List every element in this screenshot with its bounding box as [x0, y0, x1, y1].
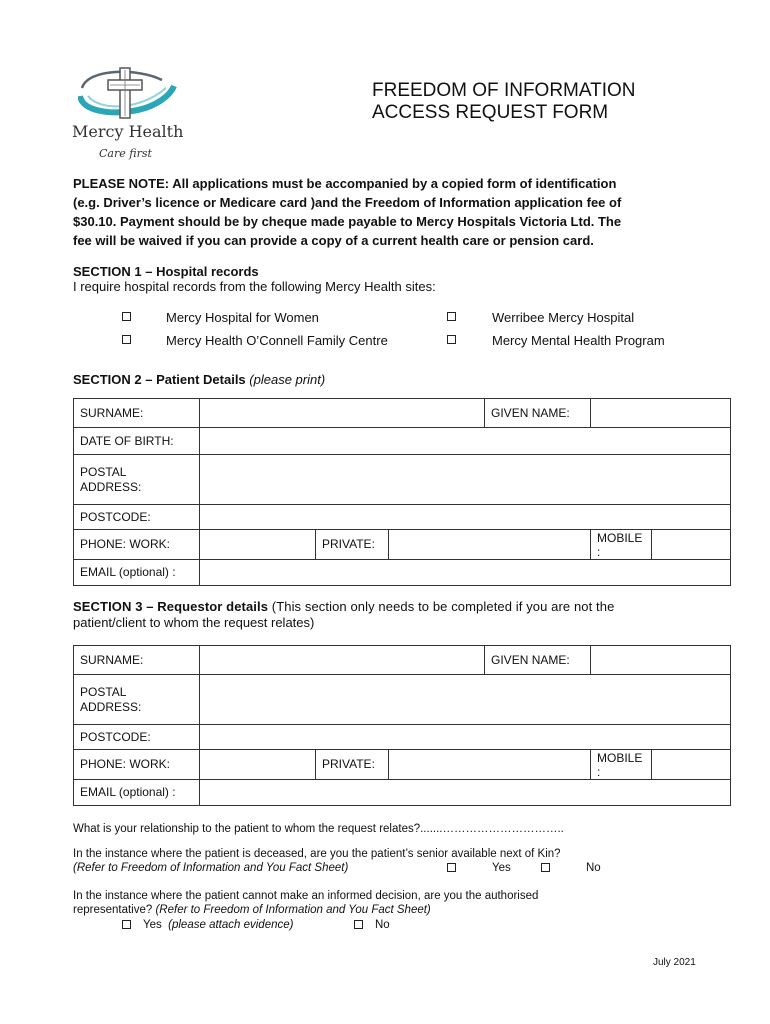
patient-postcode-field[interactable] — [200, 505, 731, 530]
patient-postcode-label: POSTCODE: — [74, 505, 200, 530]
mercy-health-logo — [72, 66, 182, 166]
site-checkbox-mercy-mental-health-program[interactable] — [447, 335, 456, 344]
requestor-given-name-field[interactable] — [591, 646, 731, 675]
form-title-line2: ACCESS REQUEST FORM — [372, 102, 609, 123]
note-line: PLEASE NOTE: All applications must be accompanied by a copied form of identification — [73, 176, 617, 191]
site-label: Mercy Hospital for Women — [166, 310, 319, 325]
requestor-email-label: EMAIL (optional) : — [74, 780, 200, 806]
deceased-no-checkbox[interactable] — [541, 863, 550, 872]
patient-surname-field[interactable] — [200, 399, 485, 428]
informed-decision-question: In the instance where the patient cannot make an informed decision, are you the authorised — [73, 890, 539, 902]
mobile-label-line: MOBILE — [597, 531, 643, 545]
patient-email-label: EMAIL (optional) : — [74, 560, 200, 586]
logo-tagline: Care first — [99, 147, 152, 160]
section3-heading-rest: (This section only needs to be completed if you are not the — [268, 599, 615, 614]
requestor-mobile-label — [591, 750, 652, 780]
patient-postal-address-field[interactable] — [200, 455, 731, 505]
informed-yes-label — [143, 918, 293, 932]
site-label: Mercy Mental Health Program — [492, 333, 665, 348]
informed-no-label: No — [375, 919, 390, 931]
requestor-private-field[interactable] — [389, 750, 591, 780]
informed-line2-italic: (Refer to Freedom of Information and You Fact Sheet) — [155, 904, 431, 916]
patient-phone-work-label: PHONE: WORK: — [74, 530, 200, 560]
site-checkbox-werribee-mercy-hospital[interactable] — [447, 312, 456, 321]
section3-heading-rest: patient/client to whom the request relates) — [73, 615, 315, 630]
requestor-private-label: PRIVATE: — [316, 750, 389, 780]
postal-label-line: POSTAL — [80, 464, 127, 479]
site-checkbox-mercy-hospital-for-women[interactable] — [122, 312, 131, 321]
section2-heading-italic: (please print) — [249, 372, 326, 387]
section3-heading-text: SECTION 3 – Requestor details — [73, 599, 269, 614]
requestor-details-table — [73, 645, 731, 806]
site-label: Werribee Mercy Hospital — [492, 310, 635, 325]
deceased-question: In the instance where the patient is deceased, are you the patient’s senior available next of Kin? — [73, 848, 561, 860]
mercy-cross-logo-icon — [78, 66, 178, 122]
site-label: Mercy Health O’Connell Family Centre — [166, 333, 388, 348]
section2-heading-text: SECTION 2 – Patient Details — [73, 372, 250, 387]
patient-given-name-field[interactable] — [591, 399, 731, 428]
patient-mobile-label — [591, 530, 652, 560]
patient-given-name-label: GIVEN NAME: — [485, 399, 591, 428]
deceased-reference-text: (Refer to Freedom of Information and You Fact Sheet) — [73, 862, 349, 874]
requestor-surname-field[interactable] — [200, 646, 485, 675]
deceased-no-label: No — [586, 862, 601, 874]
deceased-question-reference — [73, 861, 348, 875]
relationship-question: What is your relationship to the patient to whom the request relates?.......………………………….. — [73, 823, 564, 835]
site-checkbox-oconnell-family-centre[interactable] — [122, 335, 131, 344]
requestor-phone-work-label: PHONE: WORK: — [74, 750, 200, 780]
informed-yes-checkbox[interactable] — [122, 920, 131, 929]
postal-label-line: ADDRESS: — [80, 479, 142, 494]
patient-details-table — [73, 398, 731, 586]
mobile-label-line: MOBILE — [597, 751, 643, 765]
logo-name: Mercy Health — [72, 122, 184, 141]
section1-heading: SECTION 1 – Hospital records — [73, 264, 259, 279]
informed-decision-question-line2 — [73, 903, 431, 917]
postal-label-line: ADDRESS: — [80, 699, 142, 714]
mobile-label-line: : — [597, 545, 601, 559]
requestor-postcode-field[interactable] — [200, 725, 731, 750]
requestor-given-name-label: GIVEN NAME: — [485, 646, 591, 675]
patient-dob-label: DATE OF BIRTH: — [74, 428, 200, 455]
informed-line2-text: representative? — [73, 904, 156, 916]
patient-surname-label: SURNAME: — [74, 399, 200, 428]
informed-yes-text: Yes — [143, 919, 162, 931]
requestor-postal-address-label — [74, 675, 200, 725]
mobile-label-line: : — [597, 765, 601, 779]
patient-dob-field[interactable] — [200, 428, 731, 455]
postal-label-line: POSTAL — [80, 684, 127, 699]
deceased-yes-checkbox[interactable] — [447, 863, 456, 872]
patient-postal-address-label — [74, 455, 200, 505]
form-title-line1: FREEDOM OF INFORMATION — [372, 80, 636, 101]
requestor-surname-label: SURNAME: — [74, 646, 200, 675]
informed-no-checkbox[interactable] — [354, 920, 363, 929]
patient-email-field[interactable] — [200, 560, 731, 586]
patient-mobile-field[interactable] — [652, 530, 731, 560]
footer-date: July 2021 — [653, 957, 696, 968]
note-line: $30.10. Payment should be by cheque made payable to Mercy Hospitals Victoria Ltd. The — [73, 214, 622, 229]
requestor-mobile-field[interactable] — [652, 750, 731, 780]
requestor-email-field[interactable] — [200, 780, 731, 806]
form-title — [372, 80, 636, 124]
please-note-paragraph — [73, 174, 693, 250]
patient-phone-work-field[interactable] — [200, 530, 316, 560]
section3-heading — [73, 599, 703, 631]
patient-private-label: PRIVATE: — [316, 530, 389, 560]
section1-intro: I require hospital records from the following Mercy Health sites: — [73, 279, 436, 294]
requestor-postcode-label: POSTCODE: — [74, 725, 200, 750]
patient-private-field[interactable] — [389, 530, 591, 560]
section2-heading — [73, 372, 325, 387]
requestor-phone-work-field[interactable] — [200, 750, 316, 780]
deceased-yes-label: Yes — [492, 862, 511, 874]
note-line: (e.g. Driver’s licence or Medicare card )and the Freedom of Information application fee of — [73, 195, 622, 210]
note-line: fee will be waived if you can provide a copy of a current health care or pension card. — [73, 233, 594, 248]
attach-evidence-note: (please attach evidence) — [168, 919, 294, 931]
requestor-postal-address-field[interactable] — [200, 675, 731, 725]
